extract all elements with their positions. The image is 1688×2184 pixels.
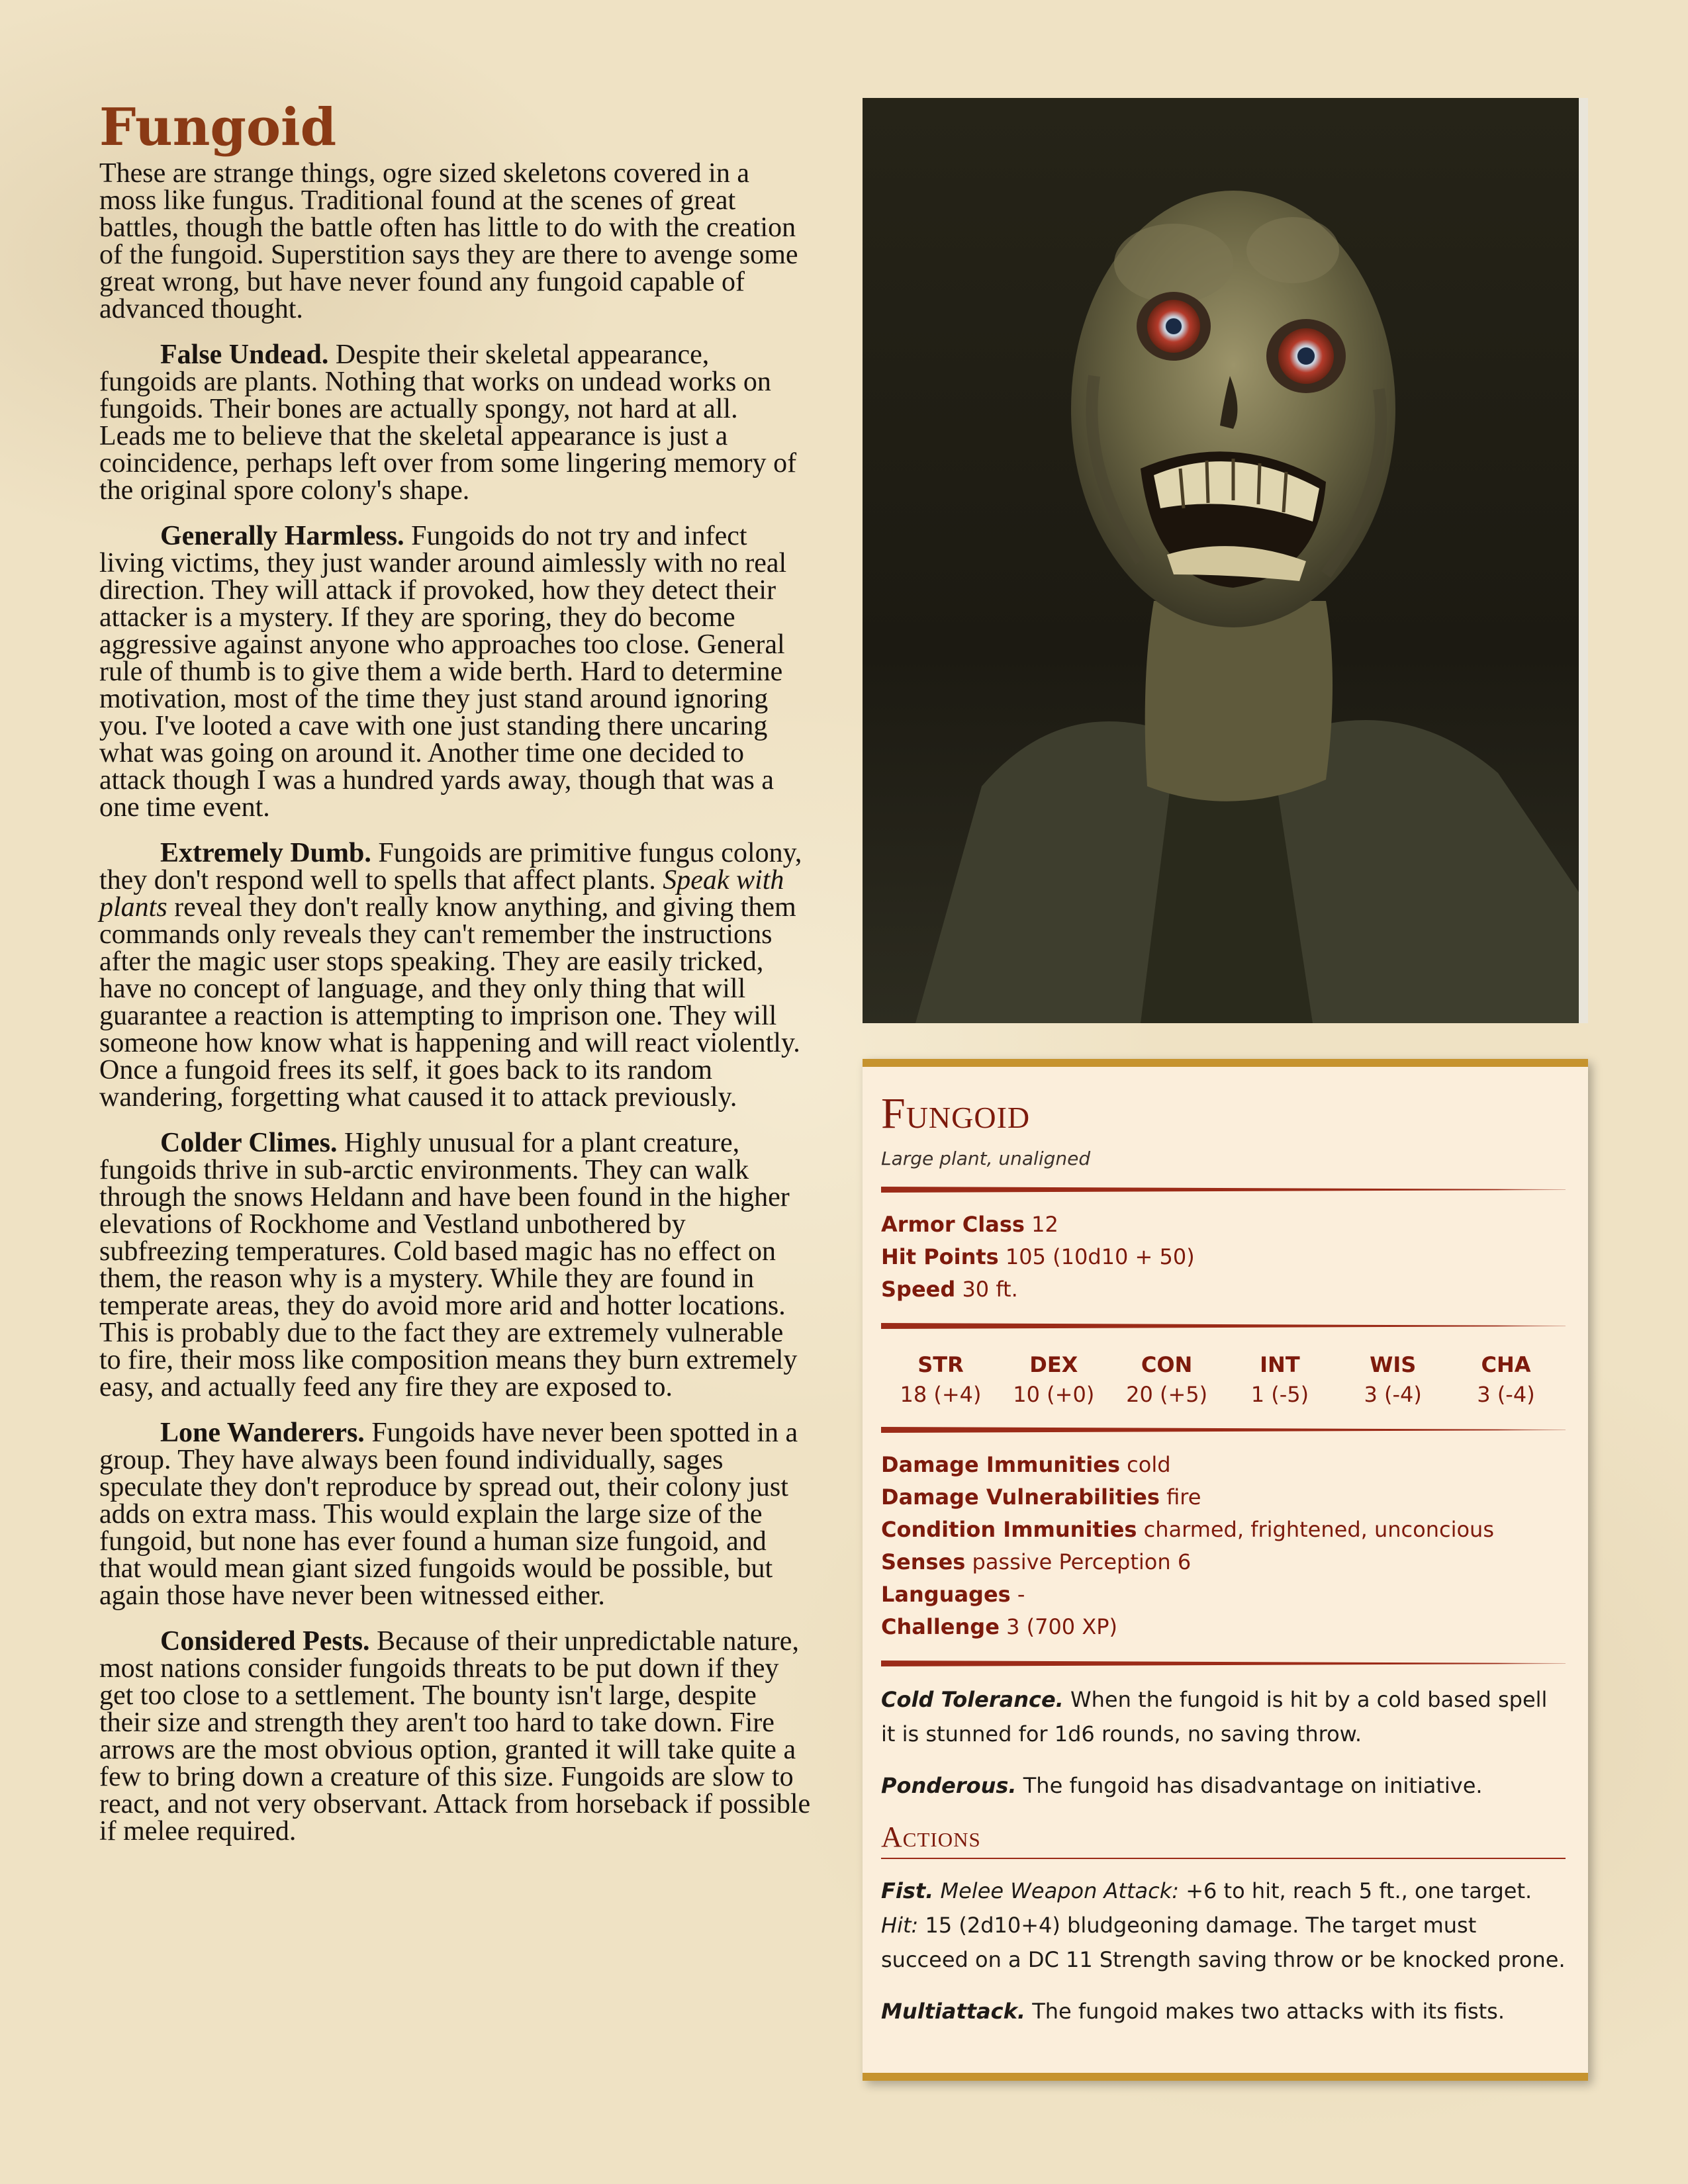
hit-points-value: 105 (10d10 + 50) (1005, 1244, 1195, 1269)
hit-points (881, 1241, 1566, 1273)
armor-class-value: 12 (1031, 1212, 1058, 1237)
section-text: Because of their unpredictable nature, most nations consider fungoids threats to be put down if they get too close to a settlement. The bounty isn't large, despite their size and strength they aren't too hard to take down. Fire arrows are the most obvious option, granted it will take quite a few to bring down a creature of this size. Fungoids are slow to react, and not very observant. Attack from horseback if possible if melee required. (99, 1625, 811, 1846)
actions-heading: Actions (881, 1820, 1566, 1859)
fungoid-illustration (863, 98, 1588, 1023)
senses-label: Senses (881, 1549, 966, 1574)
section-heading: Considered Pests. (160, 1625, 370, 1657)
ability-str (888, 1350, 994, 1410)
speed-label: Speed (881, 1277, 956, 1302)
ability-name: INT (1260, 1352, 1300, 1377)
action-text: The fungoid makes two attacks with its fists. (1032, 1999, 1505, 2024)
damage-vulnerabilities-label: Damage Vulnerabilities (881, 1484, 1160, 1510)
ability-name: STR (917, 1352, 964, 1377)
speed (881, 1273, 1566, 1306)
section-text: reveal they don't really know anything, and giving them commands only reveals they can't remember the instructions after the magic user stops speaking. They are easily tricked, have no concept of language, and they only thing that will guarantee a reaction is attempting to imprison one. They will someone how know what is happening and will react violently. Once a fungoid frees its self, it goes back to its random wandering, forgetting what caused it to attack previously. (99, 891, 800, 1113)
statblock-type: Large plant, unaligned (881, 1148, 1091, 1169)
ability-name: WIS (1370, 1352, 1417, 1377)
section-heading: Colder Climes. (160, 1127, 338, 1158)
action-name: Multiattack. (881, 1999, 1026, 2024)
ability-int (1227, 1350, 1333, 1410)
action-fist (881, 1874, 1566, 1977)
senses-value: passive Perception 6 (972, 1549, 1192, 1574)
hit-points-label: Hit Points (881, 1244, 999, 1269)
challenge-label: Challenge (881, 1614, 1000, 1639)
section-considered-pests (99, 1625, 811, 1846)
section-lone-wanderers (99, 1417, 811, 1611)
stat-block (863, 1059, 1588, 2081)
languages-label: Languages (881, 1582, 1011, 1607)
section-extremely-dumb (99, 837, 811, 1113)
trait-ponderous (881, 1768, 1566, 1803)
statblock-name: Fungoid (881, 1089, 1031, 1138)
ability-value: 10 (+0) (1013, 1382, 1095, 1407)
challenge (881, 1611, 1566, 1643)
damage-immunities-label: Damage Immunities (881, 1452, 1120, 1477)
ability-value: 1 (-5) (1250, 1382, 1309, 1407)
section-text: Highly unusual for a plant creature, fungoids thrive in sub-arctic environments. They can walk through the snows Heldann and have been found in the higher elevations of Rockhome and Vestland unbothered by subfreezing temperatures. Cold based magic has no effect on them, the reason why is a mystery. While they are found in temperate areas, they do avoid more arid and hotter locations. This is probably due to the fact they are extremely vulnerable to fire, their moss like composition means they burn extremely easy, and actually feed any fire they are exposed to. (99, 1127, 798, 1402)
ability-name: CHA (1481, 1352, 1531, 1377)
damage-vulnerabilities (881, 1481, 1566, 1514)
divider (881, 1323, 1566, 1329)
ability-name: CON (1141, 1352, 1193, 1377)
ability-wis (1340, 1350, 1446, 1410)
languages-value: - (1017, 1582, 1025, 1607)
intro-paragraph: These are strange things, ogre sized skeletons covered in a moss like fungus. Traditional found at the scenes of great battles, though the battle often has little to do with the creation of the fungoid. Superstition says they are there to avenge some great wrong, but have never found any fungoid capable of advanced thought. (99, 158, 798, 324)
ability-value: 20 (+5) (1126, 1382, 1208, 1407)
senses (881, 1546, 1566, 1578)
condition-immunities-label: Condition Immunities (881, 1517, 1137, 1542)
action-multiattack (881, 1994, 1566, 2028)
condition-immunities (881, 1514, 1566, 1546)
divider (881, 1427, 1566, 1433)
damage-immunities (881, 1449, 1566, 1481)
damage-vulnerabilities-value: fire (1166, 1484, 1201, 1510)
action-name: Fist. (881, 1878, 934, 1903)
condition-immunities-value: charmed, frightened, unconcious (1143, 1517, 1494, 1542)
action-text: +6 to hit, reach 5 ft., one target. (1186, 1878, 1532, 1903)
trait-name: Ponderous. (881, 1773, 1017, 1798)
attack-type: Melee Weapon Attack: (940, 1878, 1180, 1903)
ability-name: DEX (1029, 1352, 1078, 1377)
speed-value: 30 ft. (962, 1277, 1018, 1302)
section-heading: False Undead. (160, 339, 329, 370)
section-heading: Extremely Dumb. (160, 837, 371, 868)
page-title: Fungoid (99, 97, 337, 158)
hit-label: Hit: (881, 1913, 919, 1938)
challenge-value: 3 (700 XP) (1006, 1614, 1118, 1639)
ability-con (1114, 1350, 1220, 1410)
section-text: Despite their skeletal appearance, fungoids are plants. Nothing that works on undead works on fungoids. Their bones are actually spongy, not hard at all. Leads me to believe that the skeletal appearance is just a coincidence, perhaps left over from some lingering memory of the original spore colony's shape. (99, 339, 797, 506)
trait-text: The fungoid has disadvantage on initiative. (1023, 1773, 1483, 1798)
lore-column (99, 99, 811, 1864)
divider (881, 1661, 1566, 1666)
ability-scores (881, 1345, 1566, 1410)
ability-value: 3 (-4) (1364, 1382, 1422, 1407)
armor-class (881, 1208, 1566, 1241)
spell-name: Speak with plants (99, 864, 784, 923)
languages (881, 1578, 1566, 1611)
section-generally-harmless (99, 520, 811, 823)
fungoid-illustration-art (863, 98, 1579, 1023)
action-text: 15 (2d10+4) bludgeoning damage. The target must succeed on a DC 11 Strength saving throw or be knocked prone. (881, 1913, 1566, 1972)
armor-class-label: Armor Class (881, 1212, 1025, 1237)
section-false-undead (99, 341, 811, 504)
trait-cold-tolerance (881, 1682, 1566, 1751)
ability-value: 18 (+4) (900, 1382, 982, 1407)
divider (881, 1187, 1566, 1193)
section-text: Fungoids have never been spotted in a group. They have always been found individually, sages speculate they don't reproduce by spread out, their colony just adds on extra mass. This would explain the large size of the fungoid, but none has ever found a human size fungoid, and that would mean giant sized fungoids would be possible, but again those have never been witnessed either. (99, 1417, 798, 1611)
ability-dex (1001, 1350, 1107, 1410)
trait-name: Cold Tolerance. (881, 1687, 1064, 1712)
section-heading: Lone Wanderers. (160, 1417, 365, 1448)
ability-cha (1453, 1350, 1559, 1410)
ability-value: 3 (-4) (1477, 1382, 1535, 1407)
damage-immunities-value: cold (1127, 1452, 1171, 1477)
section-heading: Generally Harmless. (160, 520, 404, 551)
section-colder-climes (99, 1127, 811, 1402)
section-text: Fungoids are primitive fungus colony, they don't respond well to spells that affect plants. (99, 837, 802, 895)
section-text: Fungoids do not try and infect living victims, they just wander around aimlessly with no real direction. They will attack if provoked, how they detect their attacker is a mystery. If they are sporing, they do become aggressive against anyone who approaches too close. General rule of thumb is to give them a wide berth. Hard to determine motivation, most of the time they just stand around ignoring you. I've looted a cave with one just standing there uncaring what was going on around it. Another time one decided to attack though I was a hundred yards away, though that was a one time event. (99, 520, 787, 823)
trait-text: When the fungoid is hit by a cold based spell it is stunned for 1d6 rounds, no saving throw. (881, 1687, 1548, 1747)
